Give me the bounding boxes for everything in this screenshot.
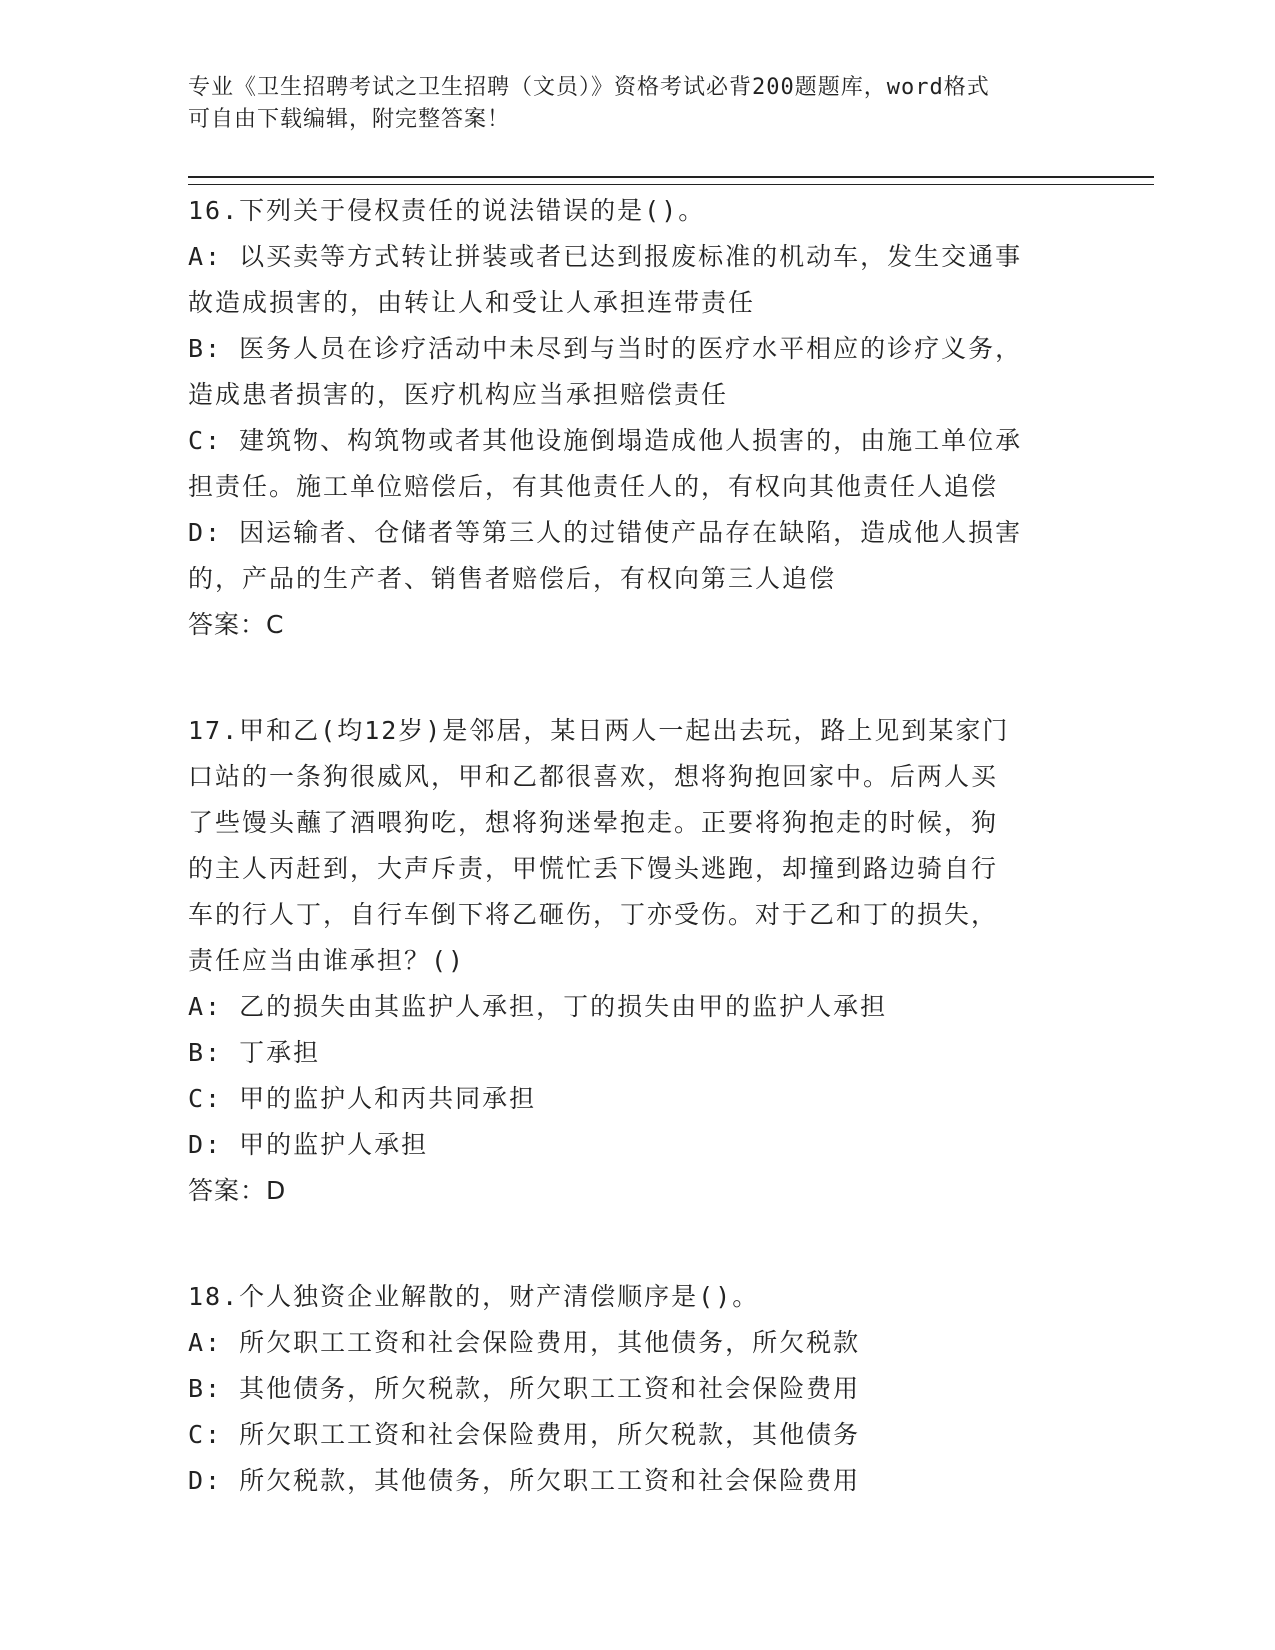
question-gap (188, 1214, 1088, 1274)
option-line: C: 所欠职工工资和社会保险费用，所欠税款，其他债务 (188, 1420, 861, 1449)
answer-label: 答案：C (188, 610, 285, 639)
option-line: 担责任。施工单位赔偿后，有其他责任人的，有权向其他责任人追偿 (188, 472, 999, 501)
question-gap (188, 648, 1088, 708)
document-header (188, 72, 1068, 136)
header-line-1: 专业《卫生招聘考试之卫生招聘（文员）》资格考试必背200题题库，word格式 (188, 75, 990, 100)
question-stem: 的主人丙赶到，大声斥责，甲慌忙丢下馒头逃跑，却撞到路边骑自行 (188, 854, 999, 883)
option-line: D: 因运输者、仓储者等第三人的过错使产品存在缺陷，造成他人损害 (188, 518, 1023, 547)
question-17 (188, 708, 1088, 1214)
question-stem: 16.下列关于侵权责任的说法错误的是()。 (188, 196, 706, 225)
question-stem: 18.个人独资企业解散的，财产清偿顺序是()。 (188, 1282, 760, 1311)
question-stem: 17.甲和乙(均12岁)是邻居，某日两人一起出去玩，路上见到某家门 (188, 716, 1010, 745)
option-line: C: 建筑物、构筑物或者其他设施倒塌造成他人损害的，由施工单位承 (188, 426, 1023, 455)
question-16 (188, 188, 1088, 648)
question-stem: 车的行人丁，自行车倒下将乙砸伤，丁亦受伤。对于乙和丁的损失， (188, 900, 999, 929)
option-line: 的，产品的生产者、销售者赔偿后，有权向第三人追偿 (188, 564, 837, 593)
option-line: D: 所欠税款，其他债务，所欠职工工资和社会保险费用 (188, 1466, 861, 1495)
option-line: C: 甲的监护人和丙共同承担 (188, 1084, 537, 1113)
question-list (188, 188, 1088, 1504)
option-line: B: 丁承担 (188, 1038, 321, 1067)
answer-label: 答案：D (188, 1176, 287, 1205)
question-stem: 口站的一条狗很威风，甲和乙都很喜欢，想将狗抱回家中。后两人买 (188, 762, 999, 791)
header-line-2: 可自由下载编辑，附完整答案！ (188, 107, 511, 132)
option-line: B: 其他债务，所欠税款，所欠职工工资和社会保险费用 (188, 1374, 861, 1403)
option-line: A: 以买卖等方式转让拼装或者已达到报废标准的机动车，发生交通事 (188, 242, 1023, 271)
question-18 (188, 1274, 1088, 1504)
option-line: B: 医务人员在诊疗活动中未尽到与当时的医疗水平相应的诊疗义务， (188, 334, 1023, 363)
option-line: D: 甲的监护人承担 (188, 1130, 429, 1159)
header-divider (188, 176, 1154, 185)
option-line: 故造成损害的，由转让人和受让人承担连带责任 (188, 288, 756, 317)
option-line: A: 乙的损失由其监护人承担，丁的损失由甲的监护人承担 (188, 992, 888, 1021)
option-line: 造成患者损害的，医疗机构应当承担赔偿责任 (188, 380, 729, 409)
question-stem: 了些馒头蘸了酒喂狗吃，想将狗迷晕抱走。正要将狗抱走的时候，狗 (188, 808, 999, 837)
question-stem: 责任应当由谁承担？() (188, 946, 466, 975)
option-line: A: 所欠职工工资和社会保险费用，其他债务，所欠税款 (188, 1328, 861, 1357)
